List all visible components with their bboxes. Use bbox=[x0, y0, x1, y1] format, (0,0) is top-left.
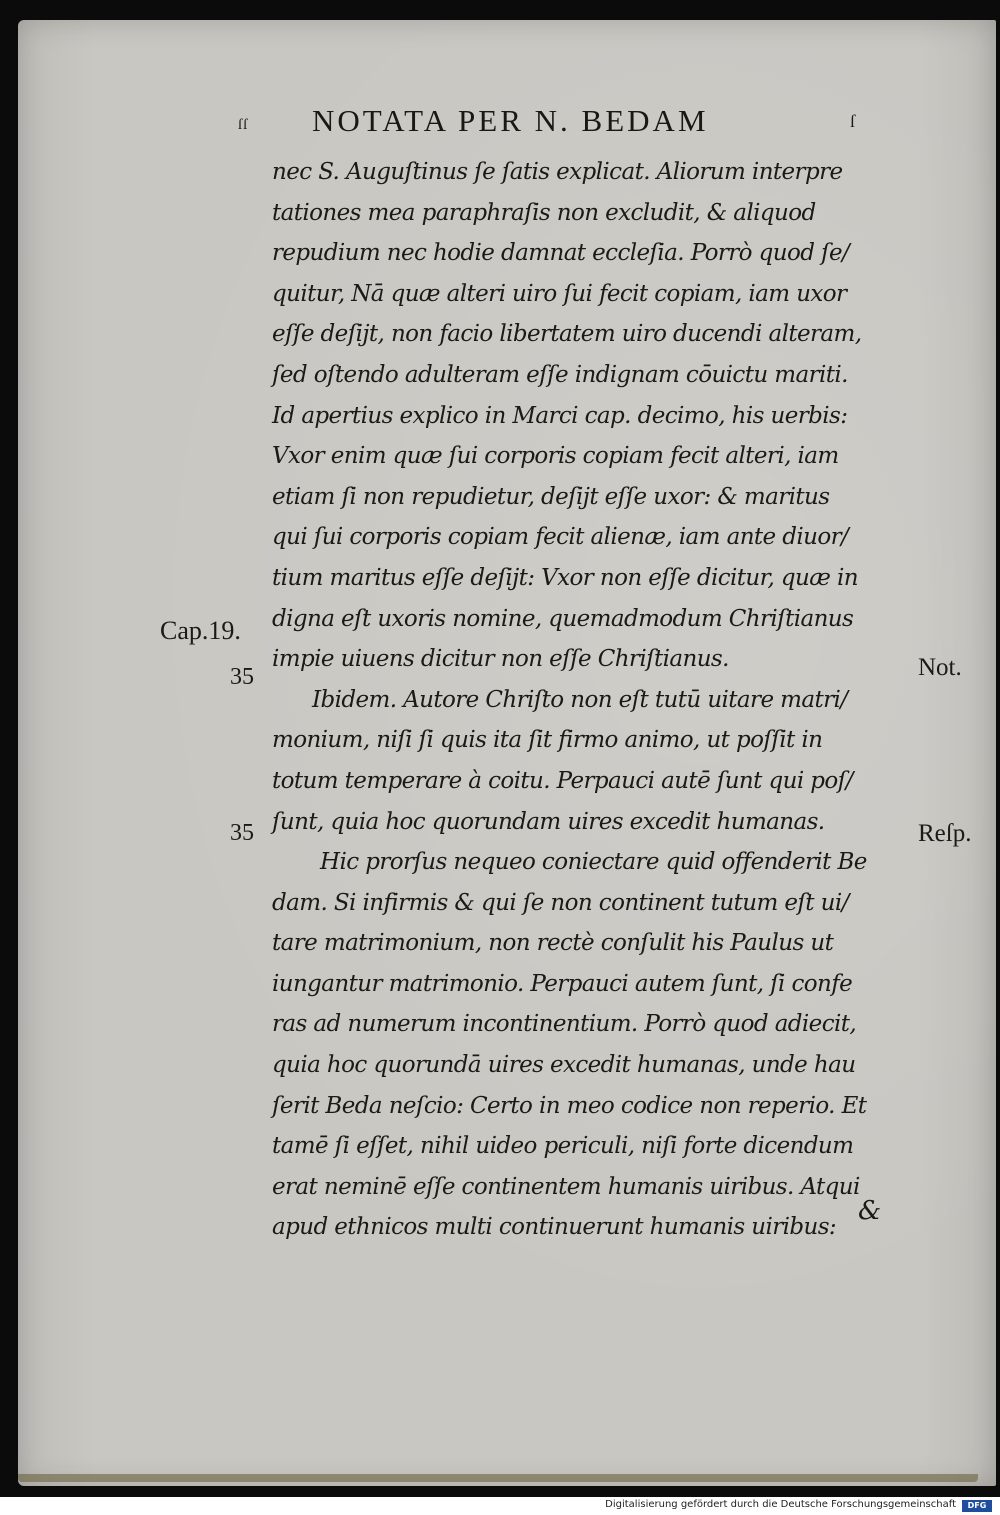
margin-note-resp: Reſp. bbox=[918, 820, 972, 847]
text-line: Ibidem. Autore Chriſto non eſt tutū uitare matri/ bbox=[312, 686, 848, 713]
text-line: iungantur matrimonio. Perpauci autem ſunt, ſi confe bbox=[272, 970, 853, 997]
text-line: Vxor enim quæ ſui corporis copiam fecit alteri, iam bbox=[272, 443, 839, 470]
text-line: totum temperare à coitu. Perpauci autē ſunt qui poſ/ bbox=[272, 767, 853, 794]
text-line: erat neminē eſſe continentem humanis uiribus. Atqui bbox=[272, 1173, 860, 1200]
margin-chapter: Cap.19. bbox=[160, 616, 241, 645]
page-header bbox=[238, 103, 878, 143]
folio-number: ſſ bbox=[238, 117, 249, 133]
text-line: ras ad numerum incontinentium. Porrò quod adiecit, bbox=[272, 1011, 857, 1038]
text-line: Id apertius explico in Marci cap. decimo, his uerbis: bbox=[272, 402, 848, 429]
funding-credit: Digitalisierung gefördert durch die Deutsche Forschungsgemeinschaft bbox=[605, 1499, 956, 1510]
text-line: Hic prorſus nequeo coniectare quid offenderit Be bbox=[320, 849, 867, 876]
text-line: tare matrimonium, non rectè conſulit his Paulus ut bbox=[272, 930, 834, 957]
running-head: NOTATA PER N. BEDAM bbox=[312, 103, 709, 138]
body-text bbox=[272, 152, 912, 1248]
text-line: digna eſt uxoris nomine, quemadmodum Chriſtianus bbox=[272, 605, 854, 632]
text-line: tationes mea paraphraſis non excludit, & aliquod bbox=[272, 199, 816, 226]
text-line: impie uiuens dicitur non eſſe Chriſtianus. bbox=[272, 646, 729, 673]
dfg-logo: DFG bbox=[962, 1500, 992, 1512]
text-line: monium, niſi ſi quis ita ſit firmo animo, ut poſſit in bbox=[272, 727, 823, 754]
text-line: ſerit Beda neſcio: Certo in meo codice non reperio. Et bbox=[272, 1092, 867, 1119]
margin-note-not: Not. bbox=[918, 654, 962, 681]
text-line: etiam ſi non repudietur, deſijt eſſe uxor: & maritus bbox=[272, 483, 830, 510]
margin-number: 35 bbox=[230, 664, 254, 690]
header-mark: ſ bbox=[850, 111, 856, 131]
margin-number: 35 bbox=[230, 820, 254, 846]
text-line: repudium nec hodie damnat eccleſia. Porrò quod ſe/ bbox=[272, 240, 850, 267]
text-line: quitur, Nā quæ alteri uiro ſui fecit copiam, iam uxor bbox=[272, 280, 847, 307]
text-line: dam. Si infirmis & qui ſe non continent tutum eſt ui/ bbox=[272, 889, 849, 916]
text-line: apud ethnicos multi continuerunt humanis uiribus: bbox=[272, 1214, 837, 1241]
text-line: qui ſui corporis copiam fecit alienæ, iam ante diuor/ bbox=[272, 524, 849, 551]
text-line: tium maritus eſſe deſijt: Vxor non eſſe dicitur, quæ in bbox=[272, 564, 858, 591]
text-line: tamē ſi eſſet, nihil uideo periculi, niſi forte dicendum bbox=[272, 1133, 854, 1160]
catchword: & bbox=[858, 1196, 882, 1226]
footer-bar bbox=[0, 1497, 1000, 1515]
text-line: ſunt, quia hoc quorundam uires excedit humanas. bbox=[272, 808, 825, 835]
text-line: nec S. Auguſtinus ſe ſatis explicat. Aliorum interpre bbox=[272, 159, 843, 185]
page-edge bbox=[18, 1474, 978, 1482]
text-line: eſſe deſijt, non facio libertatem uiro ducendi alteram, bbox=[272, 321, 862, 348]
text-line: ſed oſtendo adulteram eſſe indignam cōuictu mariti. bbox=[272, 361, 848, 388]
text-line: quia hoc quorundā uires excedit humanas, unde hau bbox=[272, 1052, 856, 1079]
